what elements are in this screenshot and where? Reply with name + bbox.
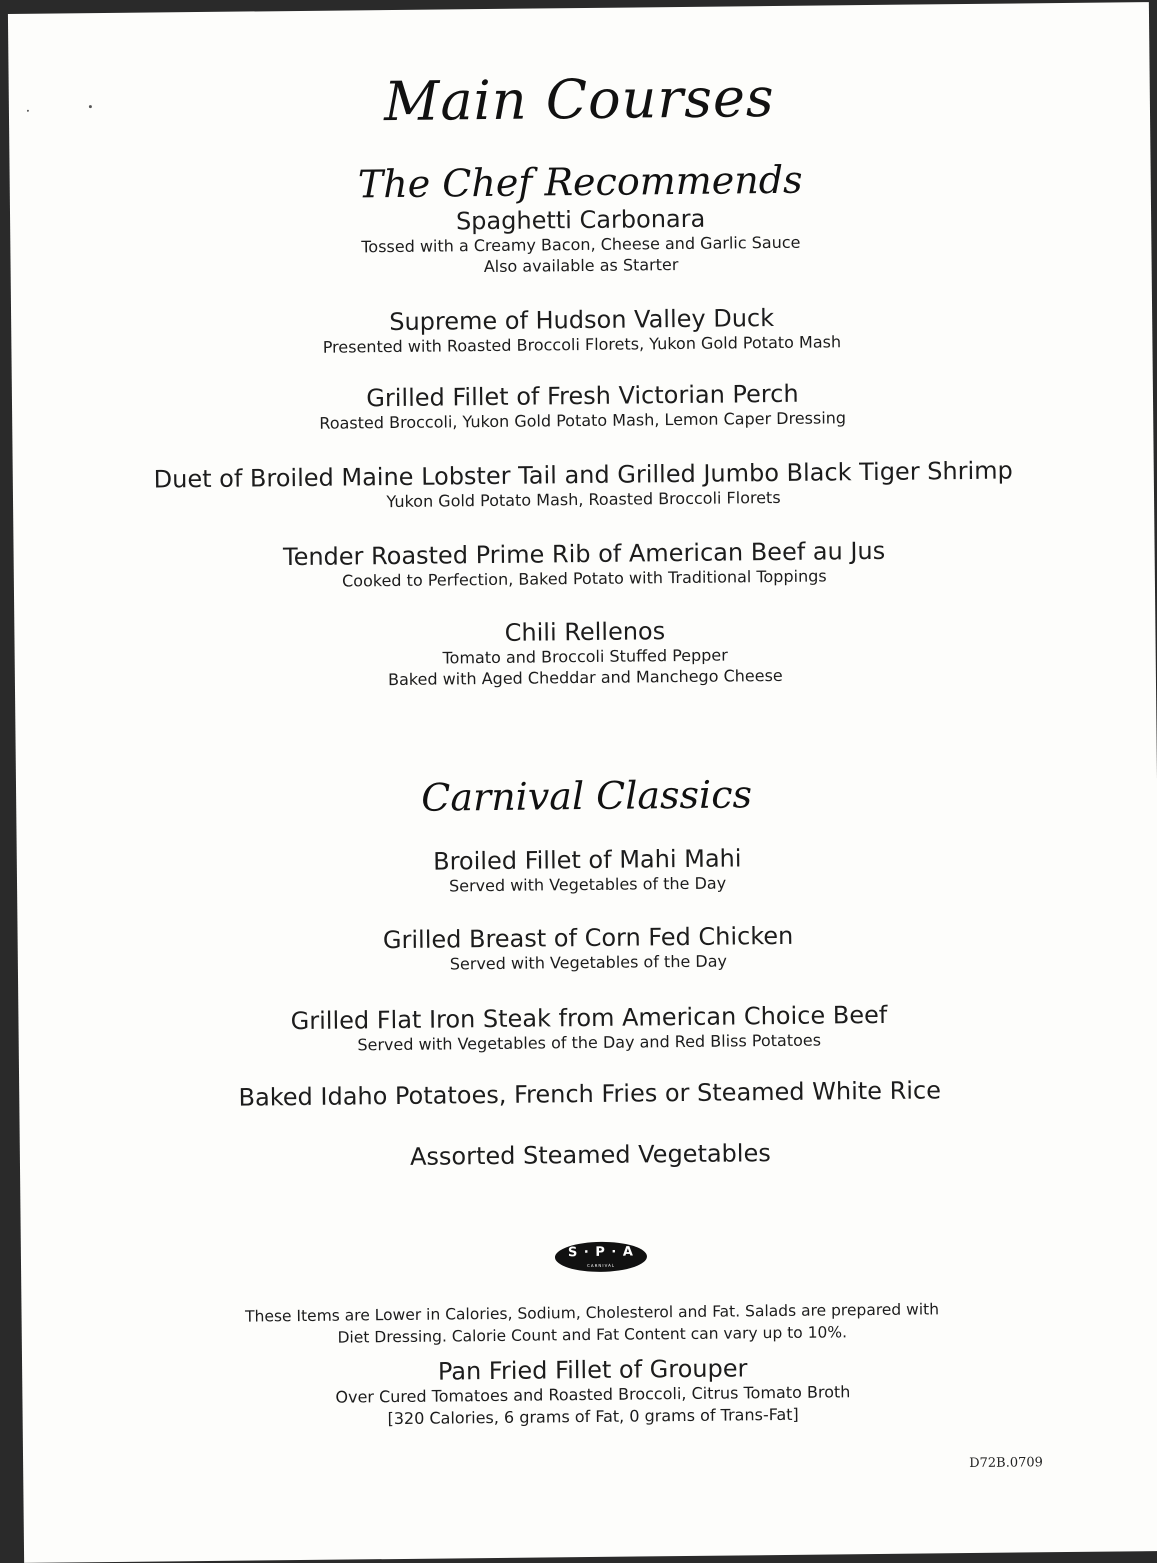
menu-item-name: Grilled Fillet of Fresh Victorian Perch: [366, 379, 799, 413]
menu-sides-vegetables: Assorted Steamed Vegetables: [409, 1139, 771, 1171]
menu-item-desc: Roasted Broccoli, Yukon Gold Potato Mash, Lemon Caper Dressing: [319, 408, 847, 433]
menu-item-desc: Served with Vegetables of the Day: [448, 873, 727, 896]
spa-logo-subtext: CARNIVAL: [587, 1262, 616, 1269]
menu-item-desc: Served with Vegetables of the Day: [449, 951, 728, 974]
menu-item-perch: [12, 376, 1153, 437]
menu-item-desc: Tossed with a Creamy Bacon, Cheese and Garlic Sauce: [361, 232, 801, 257]
menu-item-desc: Cooked to Perfection, Baked Potato with Traditional Toppings: [341, 566, 827, 591]
spa-logo: [555, 1241, 647, 1272]
menu-item-name: Spaghetti Carbonara: [455, 204, 706, 236]
menu-item-name: Broiled Fillet of Mahi Mahi: [433, 844, 742, 876]
menu-item-name: Chili Rellenos: [504, 617, 666, 647]
menu-item-desc: Baked with Aged Cheddar and Manchego Cheese: [387, 665, 783, 690]
menu-item-desc: Served with Vegetables of the Day and Red Bliss Potatoes: [357, 1030, 822, 1055]
menu-item-desc: Presented with Roasted Broccoli Florets, Yukon Gold Potato Mash: [322, 332, 842, 357]
menu-item-name: Duet of Broiled Maine Lobster Tail and Grilled Jumbo Black Tiger Shrimp: [153, 456, 1013, 494]
menu-title: Main Courses: [383, 65, 775, 134]
menu-page: [8, 2, 1157, 1563]
menu-sides-potatoes-rice: Baked Idaho Potatoes, French Fries or Steamed White Rice: [238, 1076, 942, 1112]
section-heading-chef-recommends: The Chef Recommends: [357, 157, 803, 207]
menu-item-grouper: [22, 1350, 1157, 1434]
spa-note-line: These Items are Lower in Calories, Sodium, Cholesterol and Fat. Salads are prepared with: [245, 1300, 940, 1326]
spa-note: [21, 1296, 1157, 1352]
menu-item-spaghetti-carbonara: [10, 200, 1152, 282]
menu-item-name: Pan Fried Fillet of Grouper: [437, 1354, 748, 1386]
menu-item-desc: Also available as Starter: [483, 255, 679, 277]
menu-item-name: Supreme of Hudson Valley Duck: [389, 304, 775, 337]
menu-item-chili-rellenos: [14, 612, 1156, 694]
menu-item-lobster-shrimp: [13, 455, 1154, 516]
spa-note-line: Diet Dressing. Calorie Count and Fat Content can vary up to 10%.: [337, 1323, 848, 1347]
menu-item-duck: [11, 300, 1152, 361]
menu-item-desc: Over Cured Tomatoes and Roasted Broccoli, Citrus Tomato Broth: [335, 1382, 851, 1407]
section-heading-carnival-classics: Carnival Classics: [421, 772, 753, 820]
menu-item-name: Grilled Breast of Corn Fed Chicken: [382, 921, 794, 955]
menu-item-chicken: [18, 918, 1157, 979]
menu-item-name: Grilled Flat Iron Steak from American Choice Beef: [290, 1000, 888, 1036]
menu-item-desc: [320 Calories, 6 grams of Fat, 0 grams of Trans-Fat]: [387, 1404, 799, 1429]
menu-item-desc: Yukon Gold Potato Mash, Roasted Broccoli Florets: [386, 487, 781, 512]
menu-item-desc: Tomato and Broccoli Stuffed Pepper: [442, 645, 728, 668]
menu-item-name: Tender Roasted Prime Rib of American Beef au Jus: [282, 536, 886, 572]
menu-code: D72B.0709: [969, 1455, 1043, 1472]
menu-item-prime-rib: [13, 534, 1154, 595]
menu-item-flat-iron-steak: [18, 998, 1157, 1059]
menu-item-mahi-mahi: [17, 840, 1157, 901]
spa-logo-text: S · P · A: [567, 1244, 634, 1261]
